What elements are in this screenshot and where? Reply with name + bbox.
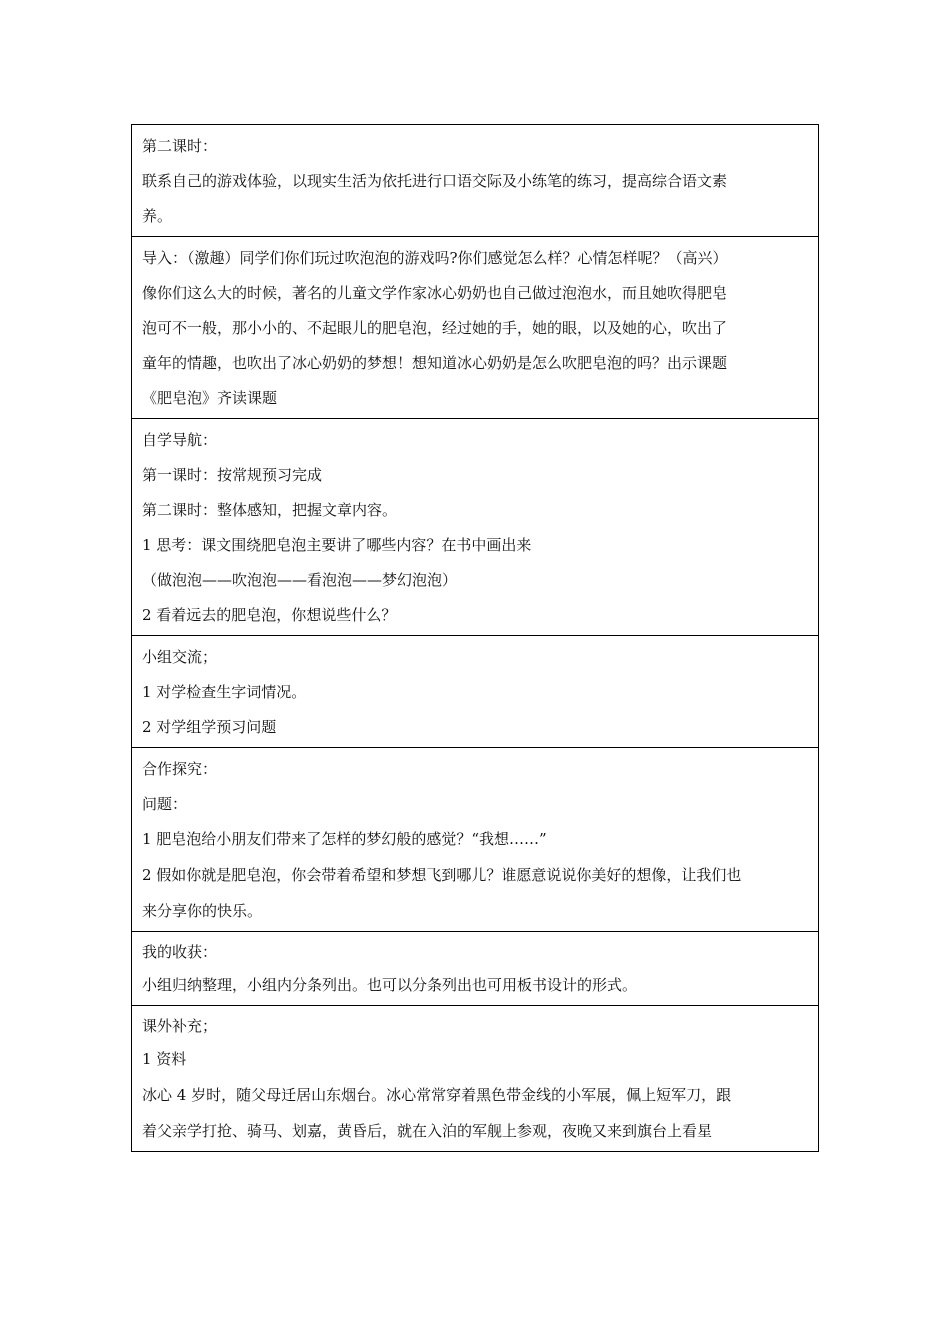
section-cell: [132, 636, 819, 748]
section-extracurricular: [132, 1006, 819, 1152]
section-cell: [132, 419, 819, 636]
text-line: 1 肥皂泡给小朋友们带来了怎样的梦幻般的感觉？“我想……”: [142, 830, 547, 848]
section-heading: 我的收获：: [142, 943, 218, 961]
section-my-gains: [132, 932, 819, 1006]
text-line: 像你们这么大的时候，著名的儿童文学作家冰心奶奶也自己做过泡泡水，而且她吹得肥皂: [142, 284, 728, 302]
section-heading: 课外补充；: [142, 1017, 218, 1035]
text-line: 《肥皂泡》齐读课题: [142, 389, 278, 407]
section-group-exchange: [132, 636, 819, 748]
section-heading: 第二课时：: [142, 137, 218, 155]
text-line: 小组归纳整理，小组内分条列出。也可以分条列出也可用板书设计的形式。: [142, 976, 638, 994]
section-introduction: [132, 237, 819, 419]
text-line: 泡可不一般，那小小的、不起眼儿的肥皂泡，经过她的手，她的眼，以及她的心，吹出了: [142, 319, 728, 337]
text-line: 问题：: [142, 795, 188, 813]
text-line: 着父亲学打抢、骑马、划嘉，黄昏后，就在入泊的军舰上参观，夜晚又来到旗台上看星: [142, 1122, 713, 1140]
section-cell: [132, 125, 819, 237]
text-line: 童年的情趣，也吹出了冰心奶奶的梦想！想知道冰心奶奶是怎么吹肥皂泡的吗？出示课题: [142, 354, 728, 372]
text-line: 养。: [142, 207, 173, 225]
section-self-study: [132, 419, 819, 636]
text-line: 2 对学组学预习问题: [142, 718, 277, 736]
text-line: 1 对学检查生字词情况。: [142, 683, 307, 701]
text-line: 2 看着远去的肥皂泡，你想说些什么？: [142, 606, 397, 624]
text-line: 来分享你的快乐。: [142, 902, 263, 920]
text-line: 第二课时：整体感知，把握文章内容。: [142, 501, 398, 519]
section-cell: [132, 932, 819, 1006]
text-line: 1 资料: [142, 1050, 187, 1068]
text-line: 冰心 4 岁时，随父母迁居山东烟台。冰心常常穿着黑色带金线的小军展，佩上短军刀，跟: [142, 1086, 732, 1104]
section-heading: 小组交流；: [142, 648, 218, 666]
section-heading: 合作探究：: [142, 760, 218, 778]
text-line: 联系自己的游戏体验，以现实生活为依托进行口语交际及小练笔的练习，提高综合语文素: [142, 172, 728, 190]
text-line: 1 思考：课文围绕肥皂泡主要讲了哪些内容？在书中画出来: [142, 536, 532, 554]
section-heading: 自学导航：: [142, 431, 218, 449]
section-cell: [132, 1006, 819, 1152]
text-line: 第一课时：按常规预习完成: [142, 466, 323, 484]
section-cell: [132, 748, 819, 932]
section-lesson-two: [132, 125, 819, 237]
text-line: （做泡泡——吹泡泡——看泡泡——梦幻泡泡）: [142, 571, 458, 589]
section-cooperative-inquiry: [132, 748, 819, 932]
lesson-plan-table: [131, 124, 819, 1152]
text-line: 2 假如你就是肥皂泡，你会带着希望和梦想飞到哪儿？谁愿意说说你美好的想像，让我们也: [142, 866, 742, 884]
section-cell: [132, 237, 819, 419]
section-heading: 导入：（激趣）同学们你们玩过吹泡泡的游戏吗?你们感觉怎么样？心情怎样呢？（高兴）: [142, 249, 728, 267]
